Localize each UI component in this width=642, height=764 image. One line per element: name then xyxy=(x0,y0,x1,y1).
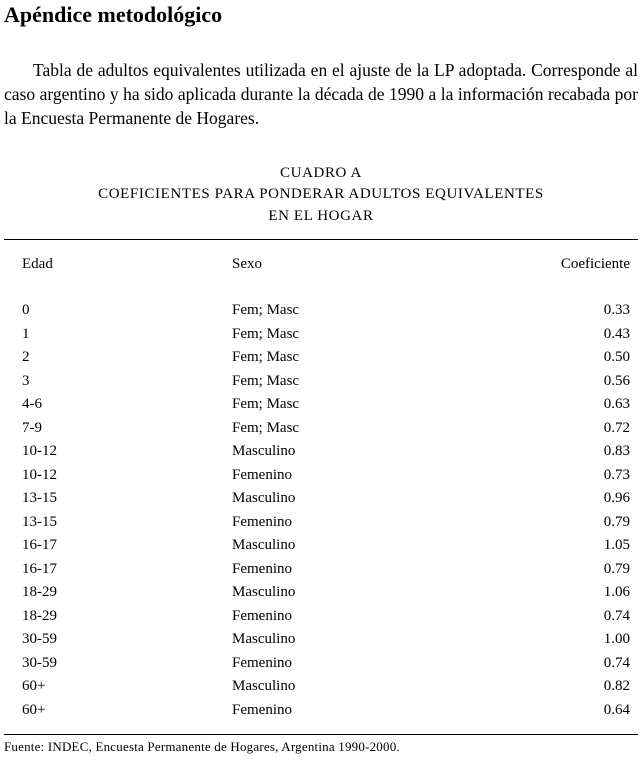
section-heading: Apéndice metodológico xyxy=(4,2,223,27)
cell-coeficiente: 0.74 xyxy=(603,607,630,624)
cell-sexo: Femenino xyxy=(232,560,292,577)
cell-coeficiente: 0.63 xyxy=(603,396,630,412)
cell-sexo: Fem; Masc xyxy=(232,349,300,365)
cell-edad: 13-15 xyxy=(22,513,57,530)
cell-edad: 10-12 xyxy=(22,466,57,483)
cell-coeficiente: 0.96 xyxy=(603,490,630,506)
cell-edad: 30-59 xyxy=(22,631,57,647)
cell-edad: 13-15 xyxy=(22,490,57,506)
column-header-sexo: Sexo xyxy=(232,256,262,272)
table-row xyxy=(0,347,642,371)
table-row xyxy=(0,324,642,348)
cell-edad: 60+ xyxy=(22,701,46,718)
cell-edad: 16-17 xyxy=(22,560,57,577)
table-caption-number: CUADRO A xyxy=(280,165,362,181)
table-top-rule xyxy=(4,239,638,240)
cell-edad: 2 xyxy=(22,349,30,365)
source-note: Fuente: INDEC, Encuesta Permanente de Hogares, Argentina 1990-2000. xyxy=(4,739,400,754)
cell-coeficiente: 0.82 xyxy=(603,678,630,694)
cell-sexo: Femenino xyxy=(232,466,292,483)
cell-coeficiente: 0.73 xyxy=(603,466,630,483)
cell-sexo: Fem; Masc xyxy=(232,302,300,318)
cell-coeficiente: 0.43 xyxy=(603,325,630,342)
table-caption-title: COEFICIENTES PARA PONDERAR ADULTOS EQUIVALENTES xyxy=(98,186,544,202)
cell-coeficiente: 0.79 xyxy=(603,513,630,530)
cell-edad: 18-29 xyxy=(22,607,57,624)
cell-sexo: Femenino xyxy=(232,513,292,530)
cell-edad: 10-12 xyxy=(22,443,57,459)
cell-sexo: Masculino xyxy=(232,584,296,600)
cell-coeficiente: 0.56 xyxy=(603,372,630,389)
cell-sexo: Masculino xyxy=(232,490,296,506)
table-row xyxy=(0,488,642,512)
table-row xyxy=(0,653,642,677)
cell-sexo: Femenino xyxy=(232,654,292,671)
cell-edad: 3 xyxy=(22,372,30,389)
cell-coeficiente: 1.06 xyxy=(603,584,630,600)
cell-sexo: Fem; Masc xyxy=(232,419,300,436)
cell-sexo: Masculino xyxy=(232,443,296,459)
table-row xyxy=(0,559,642,583)
table-row xyxy=(0,300,642,324)
table-bottom-rule xyxy=(4,734,638,735)
cell-edad: 0 xyxy=(22,302,30,318)
cell-sexo: Masculino xyxy=(232,631,296,647)
cell-edad: 4-6 xyxy=(22,396,42,412)
cell-edad: 30-59 xyxy=(22,654,57,671)
table-row xyxy=(0,371,642,395)
table-row xyxy=(0,418,642,442)
cell-sexo: Femenino xyxy=(232,701,292,718)
cell-sexo: Fem; Masc xyxy=(232,372,300,389)
column-header-edad: Edad xyxy=(22,256,53,272)
cell-coeficiente: 0.64 xyxy=(603,701,630,718)
cell-edad: 1 xyxy=(22,325,30,342)
cell-sexo: Masculino xyxy=(232,678,296,694)
cell-edad: 16-17 xyxy=(22,537,57,553)
table-row xyxy=(0,465,642,489)
table-row xyxy=(0,700,642,724)
cell-coeficiente: 0.83 xyxy=(603,443,630,459)
table-row xyxy=(0,441,642,465)
table-body xyxy=(0,300,642,723)
table-row xyxy=(0,394,642,418)
table-caption-subtitle: EN EL HOGAR xyxy=(268,208,374,224)
cell-coeficiente: 0.50 xyxy=(603,349,630,365)
cell-edad: 7-9 xyxy=(22,419,42,436)
cell-sexo: Fem; Masc xyxy=(232,325,300,342)
intro-paragraph: Tabla de adultos equivalentes utilizada en el ajuste de la LP adoptada. Corresponde al caso argentino y ha sido aplicada durante la década de 1990 a la información recabada por la Encuesta Permanente de Hogares. xyxy=(4,60,638,128)
cell-coeficiente: 1.00 xyxy=(603,631,630,647)
cell-coeficiente: 0.74 xyxy=(603,654,630,671)
column-header-coeficiente: Coeficiente xyxy=(560,256,630,272)
table-row xyxy=(0,535,642,559)
table-row xyxy=(0,512,642,536)
cell-sexo: Femenino xyxy=(232,607,292,624)
cell-coeficiente: 0.72 xyxy=(603,419,630,436)
cell-edad: 18-29 xyxy=(22,584,57,600)
cell-coeficiente: 0.79 xyxy=(603,560,630,577)
cell-edad: 60+ xyxy=(22,678,46,694)
table-row xyxy=(0,606,642,630)
table-row xyxy=(0,676,642,700)
cell-sexo: Fem; Masc xyxy=(232,396,300,412)
cell-sexo: Masculino xyxy=(232,537,296,553)
cell-coeficiente: 0.33 xyxy=(603,302,630,318)
table-row xyxy=(0,629,642,653)
table-row xyxy=(0,582,642,606)
cell-coeficiente: 1.05 xyxy=(603,537,630,553)
